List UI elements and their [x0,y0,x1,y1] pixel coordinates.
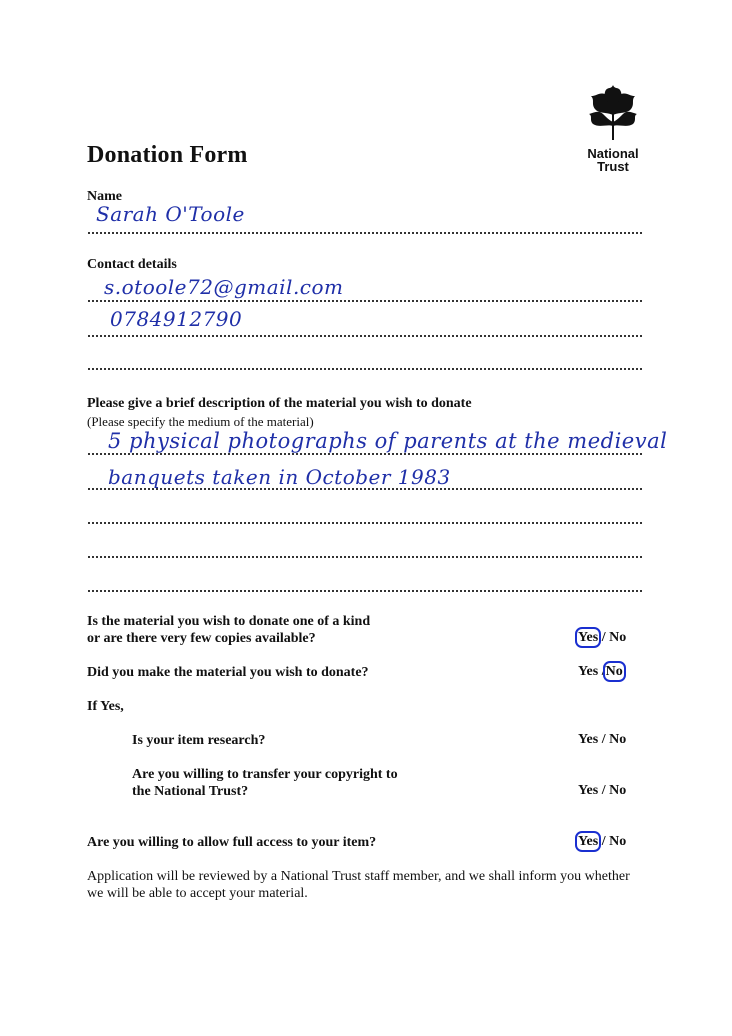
footer-note: Application will be reviewed by a National Trust staff member, and we shall inform you whether we will be able to accept your material. [87,869,630,901]
no-option[interactable]: No [609,834,627,849]
description-line-5 [88,590,642,592]
answer-made-material [578,664,623,680]
name-line [88,232,642,234]
contact-phone-field[interactable]: 0784912790 [110,307,243,331]
answer-separator: / [601,834,606,849]
question-item-research: Is your item research? [132,733,266,748]
contact-email-field[interactable]: s.otoole72@gmail.com [104,275,344,299]
yes-option[interactable]: Yes [578,783,599,798]
description-field-line-1[interactable]: 5 physical photographs of parents at the medieval [108,429,668,453]
description-line-2 [88,488,642,490]
contact-label: Contact details [87,257,177,272]
name-label: Name [87,189,122,204]
description-label: Please give a brief description of the material you wish to donate [87,396,472,411]
name-field[interactable]: Sarah O'Toole [96,202,245,226]
answer-item-research [578,732,626,748]
contact-line-3 [88,368,642,370]
question-line: Are you willing to transfer your copyright to [132,767,398,782]
description-line-1 [88,453,642,455]
national-trust-logo [578,84,648,173]
no-option[interactable]: No [609,732,627,747]
contact-line-2 [88,335,642,337]
answer-transfer-copyright [578,783,626,799]
question-one-of-a-kind [87,613,370,647]
answer-separator: / [601,783,606,798]
logo-line-2: Trust [597,159,629,174]
question-full-access: Are you willing to allow full access to your item? [87,835,377,850]
answer-full-access [578,834,626,850]
yes-option[interactable]: Yes [578,732,599,747]
description-line-3 [88,522,642,524]
answer-separator: / [601,630,606,645]
oak-leaf-icon [585,84,641,142]
answer-one-of-a-kind [578,630,626,646]
description-note: (Please specify the medium of the material) [87,414,314,429]
question-line: or are there very few copies available? [87,631,316,646]
no-option[interactable]: No [609,783,627,798]
description-line-4 [88,556,642,558]
yes-option[interactable]: Yes [578,834,599,849]
answer-separator: / [601,664,606,679]
no-option[interactable]: No [609,630,627,645]
no-option[interactable]: No [605,664,623,679]
yes-option[interactable]: Yes [578,664,599,679]
description-field-line-2[interactable]: banquets taken in October 1983 [108,465,451,489]
logo-line-1: National [587,146,639,161]
question-line: the National Trust? [132,784,249,799]
page-title: Donation Form [87,142,248,168]
if-yes-label: If Yes, [87,699,124,714]
answer-separator: / [601,732,606,747]
question-made-material: Did you make the material you wish to donate? [87,665,369,680]
contact-line-1 [88,300,642,302]
yes-option[interactable]: Yes [578,630,599,645]
question-transfer-copyright [132,766,398,800]
question-line: Is the material you wish to donate one of a kind [87,614,371,629]
